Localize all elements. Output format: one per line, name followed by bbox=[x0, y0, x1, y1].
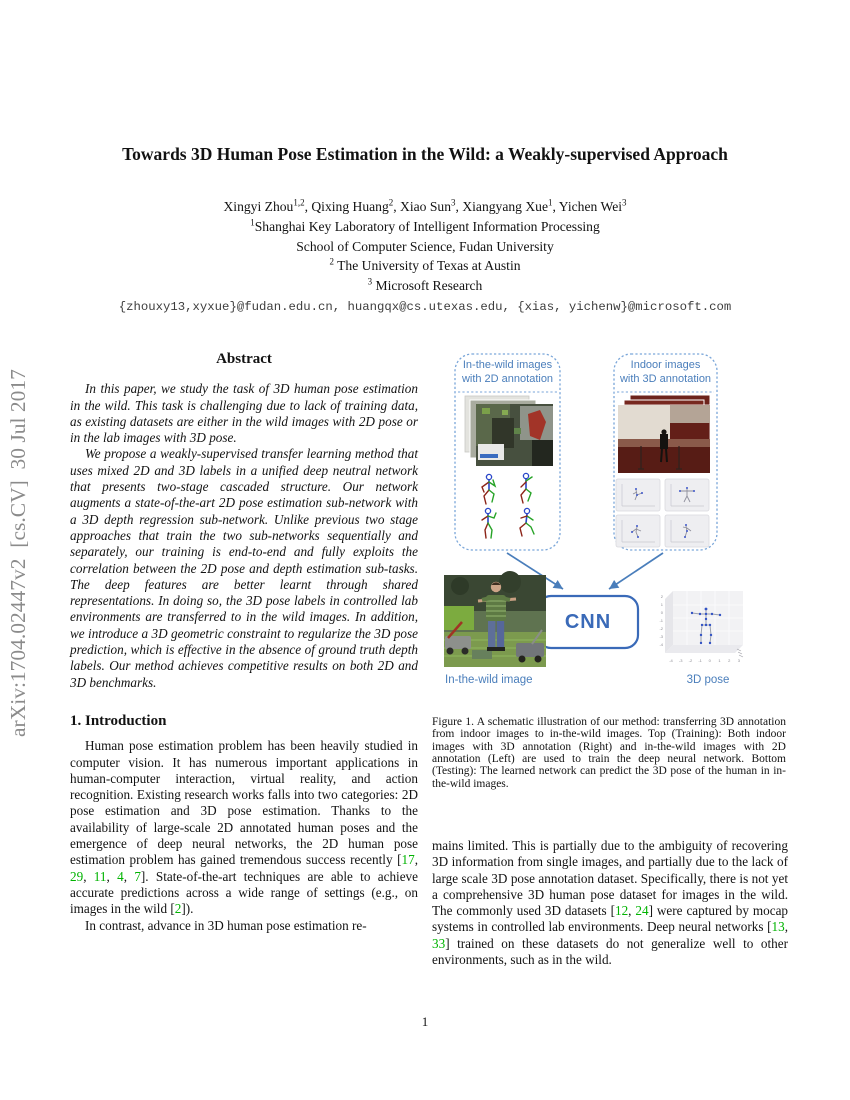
citation-link[interactable]: 2 bbox=[174, 901, 182, 917]
arrow-right-icon bbox=[609, 553, 663, 589]
section-heading-introduction: 1. Introduction bbox=[70, 712, 167, 729]
svg-text:-1: -1 bbox=[698, 658, 702, 663]
svg-text:-2: -2 bbox=[688, 658, 693, 663]
citation-link[interactable]: 7 bbox=[134, 868, 141, 884]
intro-paragraph-continued: mains limited. This is partially due to the ambiguity of recovering 3D information from single images, and partially due to the lack of large scale 3D pose annotation dataset. Specifically, there is not yet a comprehensive 3D human pose dataset for images in the wild. The commonly used 3D datasets [12, 24] were captured by mocap systems in controlled lab environments. Deep neural networks [13, 33] trained on these datasets do not generalize well to other environments, such as in the wild. bbox=[432, 838, 789, 968]
arxiv-watermark: arXiv:1704.02447v2 [cs.CV] 30 Jul 2017 bbox=[6, 369, 30, 737]
abstract-paragraph-2: We propose a weakly-supervised transfer learning method that uses mixed 2D and 3D labels in a unified deep neutral network that presents two-stage cascaded structure. Our network augments a state-of-the-art 2D pose estimation sub-network with a 3D depth regression sub-network. Unlike previous two stage approaches that train the two sub-networks sequentially and separately, our training is end-to-end and fully exploits the correlation between the 2D pose and depth estimation sub-tasks. The deep features are better learnt through shared representations. In doing so, the 3D pose labels in controlled lab environments are transferred to in the wild images. In addition, we introduce a 3D geometric constraint to regularize the 3D pose prediction, which is effective in the absence of ground truth depth labels. Our method achieves competitive results on both 2D and 3D benchmarks. bbox=[70, 446, 418, 690]
indoor-box-label: Indoor images with 3D annotation bbox=[619, 359, 712, 385]
svg-text:-2: -2 bbox=[659, 626, 663, 631]
citation-link[interactable]: 4 bbox=[117, 868, 124, 884]
svg-text:-4: -4 bbox=[669, 658, 673, 663]
page-number: 1 bbox=[421, 1014, 429, 1029]
intro-paragraph-2: In contrast, advance in 3D human pose estimation re- bbox=[85, 917, 367, 933]
citation-link[interactable]: 29 bbox=[70, 868, 84, 884]
svg-text:-1: -1 bbox=[659, 618, 663, 623]
citation-link[interactable]: 33 bbox=[432, 935, 446, 951]
citation-link[interactable]: 11 bbox=[93, 868, 107, 884]
2d-skeletons bbox=[482, 473, 534, 538]
indoor-photo-collage bbox=[618, 395, 710, 473]
svg-text:-4: -4 bbox=[659, 642, 663, 647]
svg-text:-3: -3 bbox=[659, 634, 663, 639]
pose-label: 3D pose bbox=[686, 674, 730, 686]
left-column bbox=[70, 351, 418, 934]
figure-1 bbox=[432, 348, 788, 714]
paper-title: Towards 3D Human Pose Estimation in the Wild: a Weakly-supervised Approach bbox=[122, 144, 728, 164]
svg-text:0: 0 bbox=[660, 610, 663, 615]
svg-text:-3: -3 bbox=[678, 658, 683, 663]
wild-photo-collage bbox=[465, 396, 553, 466]
citation-link[interactable]: 12 bbox=[614, 903, 629, 919]
intro-paragraph-1: Human pose estimation problem has been heavily studied in computer vision. It has numerous important applications in human-computer interaction, virtual reality, and action recognition. Existing research works falls into two categories: 2D pose estimation and 3D pose estimation. Thanks to the availability of large-scale 2D annotated human poses and the emergence of deep neural networks, the 2D human pose estimation problem has gained tremendous success recently [17, 29, 11, 4, 7]. State-of-the-art techniques are able to achieve accurate predictions across a wide range of settings (e.g., on images in the wild [2]). bbox=[70, 738, 418, 917]
author-block bbox=[60, 197, 790, 296]
wild-test-photo bbox=[444, 571, 546, 667]
svg-text:2: 2 bbox=[660, 594, 663, 599]
wild-image-label: In-the-wild image bbox=[445, 674, 533, 686]
svg-text:3: 3 bbox=[737, 658, 741, 663]
author-emails: {zhouxy13,xyxue}@fudan.edu.cn, huangqx@cs.utexas.edu, {xias, yichenw}@microsoft.com bbox=[118, 300, 732, 314]
wild-box-label: In-the-wild images with 2D annotation bbox=[461, 359, 554, 385]
cnn-label: CNN bbox=[564, 610, 612, 633]
abstract-heading: Abstract bbox=[216, 351, 272, 367]
figure-1-caption: Figure 1. A schematic illustration of our method: transferring 3D annotation from indoor images to in-the-wild images. Top (Training): Both indoor images with 3D annotation (Right) and in-the-wild images with 2D annotation (Left) are used to train the deep neural network. Bottom (Testing): The learned network can predict the 3D pose of the human in in-the-wild images. bbox=[432, 716, 786, 790]
figure-1-graphic bbox=[432, 348, 788, 714]
abstract-paragraph-1: In this paper, we study the task of 3D human pose estimation in the wild. This task is challenging due to lack of training data, as existing datasets are either in the wild images with 2D pose or in the lab images with 3D pose. bbox=[70, 381, 418, 446]
svg-text:1: 1 bbox=[718, 658, 721, 663]
author-line: Xingyi Zhou$^{1,2}$, Qixing Huang$^2$, Xiao Sun$^3$, Xiangyang Xue$^1$, Yichen Wei$^3$ bbox=[223, 197, 627, 214]
svg-text:2: 2 bbox=[728, 658, 731, 663]
citation-link[interactable]: 24 bbox=[635, 903, 649, 919]
svg-text:0: 0 bbox=[708, 658, 711, 663]
pose-plot-x-ticks bbox=[669, 658, 741, 663]
citation-link[interactable]: 17 bbox=[401, 852, 415, 868]
3d-pose-thumbnails bbox=[616, 479, 709, 547]
citation-link[interactable]: 13 bbox=[771, 919, 785, 935]
svg-text:1: 1 bbox=[660, 602, 663, 607]
affiliations: $^1$Shanghai Key Laboratory of Intelligent Information Processing School of Computer Science, Fudan University $^2$ The University of Texas at Austin $^3$ Microsoft Research bbox=[250, 217, 600, 294]
3d-pose-plot bbox=[659, 591, 743, 663]
pose-plot-y-ticks bbox=[659, 594, 663, 647]
right-column-text bbox=[432, 838, 788, 968]
